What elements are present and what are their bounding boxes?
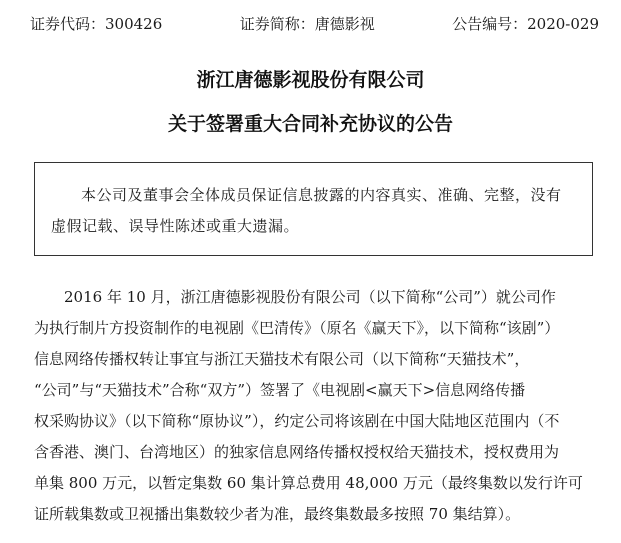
body-line: 权采购协议》（以下简称“原协议”），约定公司将该剧在中国大陆地区范围内（不 bbox=[34, 412, 560, 430]
notice-number: 公告编号：2020-029 bbox=[452, 15, 599, 33]
announcement-title: 关于签署重大合同补充协议的公告 bbox=[167, 113, 453, 135]
disclosure-statement-box bbox=[34, 162, 593, 256]
body-line: 为执行制片方投资制作的电视剧《巴清传》（原名《赢天下》，以下简称“该剧”） bbox=[34, 319, 560, 337]
body-line: 证所载集数或卫视播出集数较少者为准，最终集数最多按照 70 集结算）。 bbox=[34, 505, 521, 523]
body-paragraph bbox=[34, 282, 606, 530]
company-title: 浙江唐德影视股份有限公司 bbox=[196, 69, 425, 91]
body-line: 单集 800 万元，以暂定集数 60 集计算总费用 48,000 万元（最终集数以发行许可 bbox=[34, 474, 583, 492]
disclosure-statement: 本公司及董事会全体成员保证信息披露的内容真实、准确、完整，没有虚假记载、误导性陈述或重大遗漏。 bbox=[51, 186, 562, 235]
body-line: 含香港、澳门、台湾地区）的独家信息网络传播权授权给天猫技术，授权费用为 bbox=[34, 443, 560, 461]
body-line: 2016 年 10 月，浙江唐德影视股份有限公司（以下简称“公司”）就公司作 bbox=[64, 288, 556, 306]
title-block bbox=[0, 68, 621, 136]
body-line: 信息网络传播权转让事宜与浙江天猫技术有限公司（以下简称“天猫技术”， bbox=[34, 350, 530, 368]
announcement-header bbox=[30, 14, 599, 34]
stock-name: 证券简称：唐德影视 bbox=[239, 15, 375, 33]
body-line: “公司”与“天猫技术”合称“双方”）签署了《电视剧<赢天下>信息网络传播 bbox=[34, 381, 526, 399]
stock-code: 证券代码：300426 bbox=[30, 15, 163, 33]
